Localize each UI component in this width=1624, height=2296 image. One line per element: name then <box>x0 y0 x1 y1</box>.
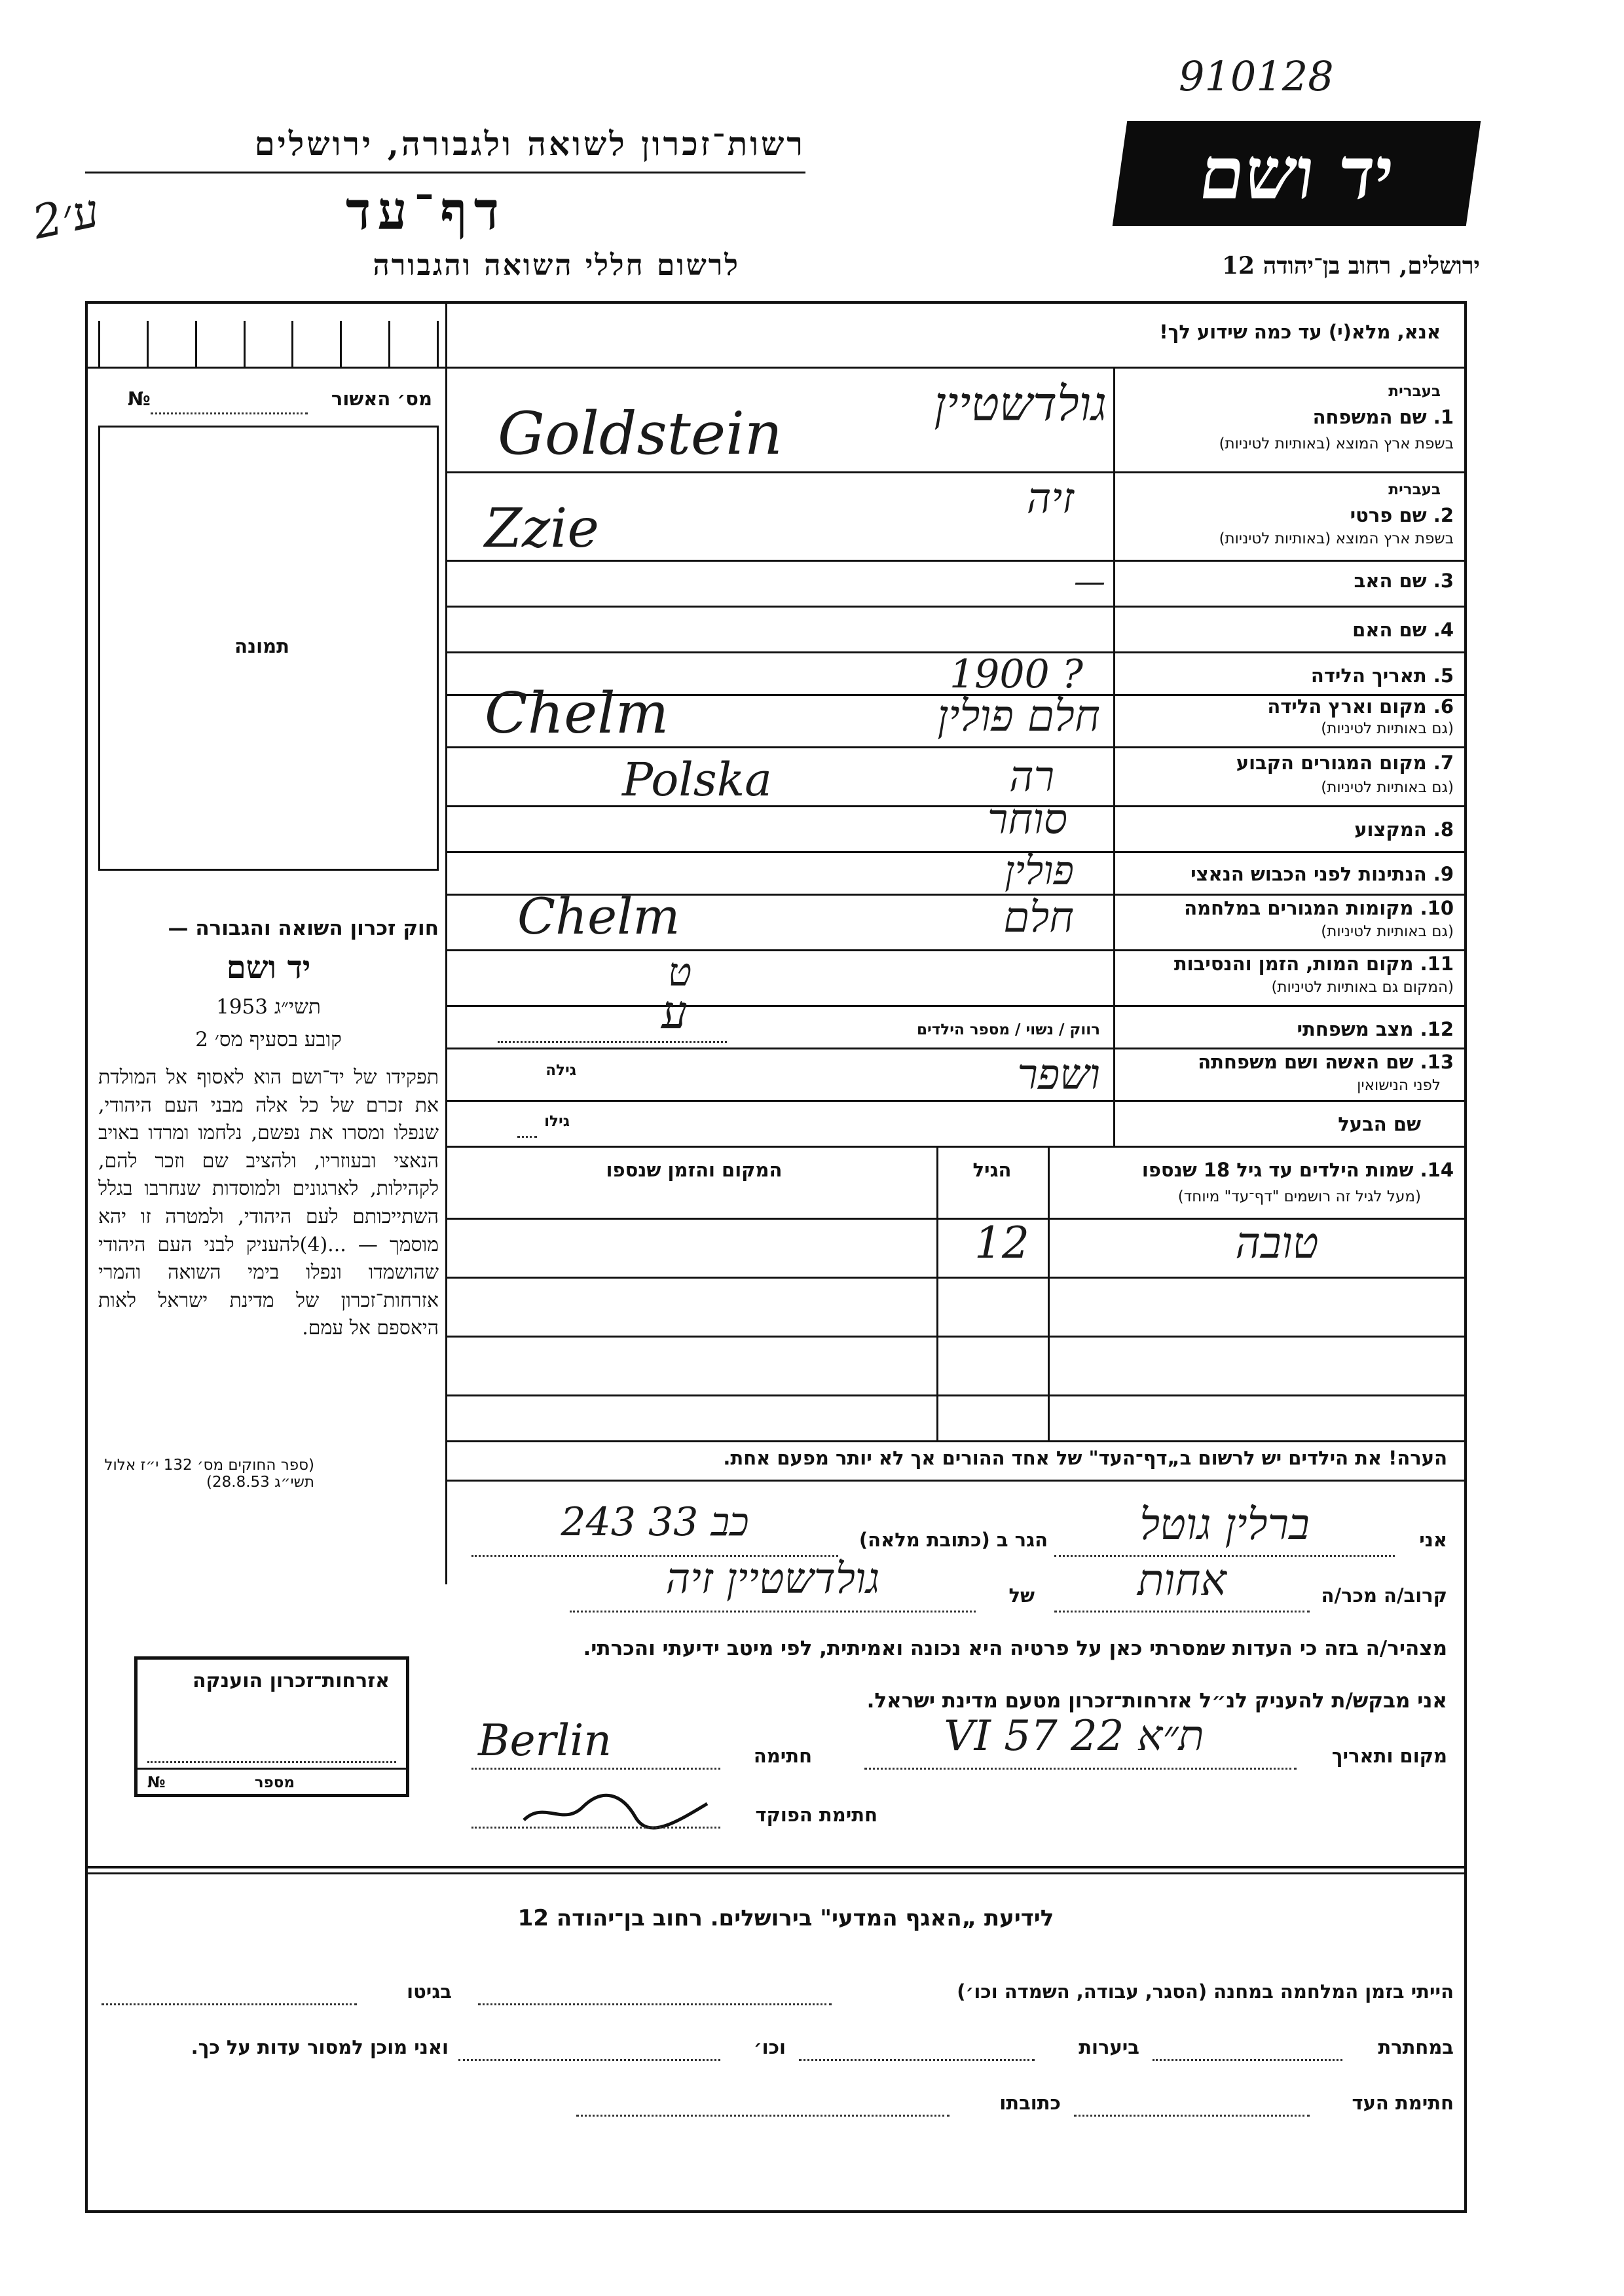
tick-line <box>85 367 445 369</box>
form-subtitle: לרשום חללי השואה והגבורה <box>373 249 740 282</box>
citizenship-separator <box>134 1768 409 1770</box>
row-line <box>445 949 1467 951</box>
field-7-label <box>1126 752 1454 774</box>
footer-ghetto-label: בגיטו <box>407 1980 452 2003</box>
tick-boxes <box>98 321 439 367</box>
field-12-status-options: רווק / נשוי / מספר הילדים <box>917 1021 1100 1038</box>
field-8-value[interactable]: סוחר <box>987 795 1067 844</box>
approval-number-field[interactable] <box>151 412 308 414</box>
field-9-value[interactable]: פולין <box>1005 848 1074 894</box>
field-6-value-latin[interactable]: Chelm <box>485 681 669 746</box>
form-title: דף־עד <box>345 180 506 242</box>
field-10-num: 10. <box>1420 897 1454 919</box>
row-line <box>445 746 1467 748</box>
field-12-num: 12. <box>1420 1018 1454 1040</box>
row-line <box>445 1146 1467 1148</box>
fields-divider <box>1113 367 1115 1146</box>
footer-title: לידיעת „האגף המדעי" בירושלים. רחוב בן־יהודה 12 <box>517 1905 1054 1931</box>
field-13-num: 13. <box>1420 1051 1454 1073</box>
law-name: יד ושם <box>226 949 311 986</box>
yad-vashem-logo <box>1113 121 1481 226</box>
field-7-name: מקום המגורים הקבוע <box>1236 752 1427 774</box>
field-7-sub: (גם באותיות לטיניות) <box>1321 779 1454 796</box>
field-8-num: 8. <box>1433 818 1454 841</box>
file-number: 910128 <box>1179 52 1334 100</box>
footer-willing-text: ואני מוכן למסור עדות על כך. <box>191 2036 449 2058</box>
field-1-label <box>1126 406 1454 429</box>
signature-line <box>471 1768 720 1770</box>
field-13-label <box>1126 1051 1454 1074</box>
field-8-name: המקצוע <box>1354 818 1427 841</box>
children-row-rule <box>445 1394 1467 1396</box>
field-2-value-hebrew[interactable]: זיה <box>1026 475 1074 523</box>
field-9-name: הנתינות לפני הכבוש הנאצי <box>1190 863 1427 885</box>
declaration-residing: הגר ב (כתובת מלאה) <box>858 1529 1048 1551</box>
footer-camp-text: הייתי בזמן המלחמה במחנה (הסגר, עבודה, השמדה וכו׳) <box>957 1980 1454 2003</box>
footer-witness-signature-field[interactable] <box>1074 2115 1310 2117</box>
officer-signature-label: חתימת הפוקד <box>755 1804 877 1826</box>
margin-note: ע׳2 <box>28 183 103 250</box>
citizenship-number-sign: № <box>147 1774 166 1791</box>
field-13-value[interactable]: ושפר <box>1017 1051 1100 1099</box>
field-13-sub: לפני הנישואין <box>1357 1077 1441 1094</box>
declaration-relative: קרוב/ה מכר/ה <box>1321 1584 1447 1607</box>
declaration-ani: אני <box>1419 1529 1447 1551</box>
field-1-value-latin[interactable]: Goldstein <box>498 399 783 468</box>
footer-etc-label: וכו׳ <box>753 2036 786 2058</box>
field-4-name: שם האם <box>1352 619 1427 641</box>
children-row-rule <box>445 1277 1467 1279</box>
note-text: הערה! את הילדים יש לרשום ב„דף־העד" של אחד ההורים אך לא יותר מפעם אחת. <box>723 1447 1447 1469</box>
footer-ghetto-field[interactable] <box>101 2003 357 2005</box>
field-6-name: מקום וארץ הלידה <box>1267 695 1427 718</box>
row-line <box>445 560 1467 562</box>
row-line <box>445 1100 1467 1102</box>
victim-name-line <box>570 1611 976 1613</box>
field-6-value-hebrew[interactable]: חלם פולין <box>937 691 1100 741</box>
row-line <box>445 1005 1467 1007</box>
declarant-address[interactable]: 243 כב 33 <box>561 1499 749 1545</box>
place-date-label: מקום ותאריך <box>1331 1745 1447 1767</box>
law-title: חוק זכרון השואה והגבורה — <box>168 917 439 940</box>
declaration-statement: מצהיר/ה בזה כי העדות שמסרתי כאן על פרטיה היא נכונה ואמיתית, לפי מיטב ידיעתי והכרתי. <box>583 1637 1447 1660</box>
field-5-value[interactable]: 1900 ? <box>950 651 1083 697</box>
children-sub: (מעל לגיל זה רושמים "דף־עד" מיוחד) <box>1177 1188 1421 1205</box>
field-3-value[interactable]: — <box>1074 563 1105 600</box>
husband-age-label: גילו <box>544 1113 570 1130</box>
field-10-label <box>1126 897 1454 920</box>
field-5-name: תאריך הלידה <box>1310 665 1427 687</box>
field-11-name: מקום המות, הזמן והנסיבות <box>1173 953 1414 975</box>
relation-value[interactable]: אחות <box>1137 1555 1227 1605</box>
field-1-num: 1. <box>1433 406 1454 428</box>
field-10-name: מקומות המגורים במלחמה <box>1184 897 1414 919</box>
field-9-label <box>1126 863 1454 886</box>
field-10-sub: (גם באותיות לטיניות) <box>1321 923 1454 940</box>
field-7-value-latin[interactable]: Polska <box>622 753 772 807</box>
declaration-request: אני מבקש/ת להעניק לנ״ל אזרחות־זכרון מטעם מדינת ישראל. <box>866 1689 1447 1713</box>
field-6-num: 6. <box>1433 695 1454 718</box>
photo-label: תמונה <box>234 635 289 657</box>
field-1-value-hebrew[interactable]: גולדשטיין <box>934 376 1107 431</box>
field-6-sub: (גם באותיות לטיניות) <box>1321 720 1454 737</box>
left-column-divider <box>445 301 447 1584</box>
row-line <box>445 606 1467 608</box>
field-2-sub: בשפת ארץ המוצא (באותיות לטיניות) <box>1219 530 1454 547</box>
intro-rule <box>445 367 1467 369</box>
field-12-children-count[interactable] <box>498 1041 727 1043</box>
field-11-value[interactable]: ט <box>668 949 692 995</box>
citizenship-line <box>147 1761 396 1763</box>
law-clause: קובע בסעיף מס׳ 2 <box>195 1028 342 1051</box>
field-7-value-hebrew[interactable]: רה <box>1009 753 1054 801</box>
declaration-of: של <box>1008 1584 1035 1607</box>
field-5-label <box>1126 665 1454 687</box>
field-2-value-latin[interactable]: Zzie <box>485 498 599 560</box>
field-6-label <box>1126 695 1454 718</box>
field-7-num: 7. <box>1433 752 1454 774</box>
field-2-hebrew-tag: בעברית <box>1388 481 1441 498</box>
field-10-value-hebrew[interactable]: חלם <box>1003 894 1074 942</box>
citizenship-number-label: מספר <box>254 1774 295 1791</box>
field-4-num: 4. <box>1433 619 1454 641</box>
field-12-label <box>1126 1018 1454 1041</box>
husband-label: שם הבעל <box>1338 1113 1421 1135</box>
field-11-num: 11. <box>1420 953 1454 975</box>
footer-separator <box>85 1866 1467 1868</box>
note-rule <box>445 1480 1467 1482</box>
law-text: תפקידו של יד־ושם הוא לאסוף אל המולדת את זכרם של כל אלה מבני העם היהודי, שנפלו ומסרו את נפשם, נלחמו ומרדו באויב הנאצי ובעוזריו, ולהציב שם וזכר להם, לקהילות, לארגונים ולמוסדות שנחרבו בגלל השתייכותם לעם היהודי, ולמטרה זו יהא מוסמך — ...(4)להעניק לבני העם היהודי שהושמדו ונפלו בימי השואה והמרי אזרחות־זכרון של מדינת ישראל לאות היאספם אל עמם. <box>98 1066 439 1340</box>
victim-name[interactable]: גולדשטיין זיה <box>665 1555 880 1603</box>
relation-line <box>1054 1611 1310 1613</box>
field-5-num: 5. <box>1433 665 1454 687</box>
field-2-num: 2. <box>1433 504 1454 526</box>
number-sign: № <box>128 388 151 410</box>
children-age-header: הגיל <box>972 1159 1012 1181</box>
field-4-label <box>1126 619 1454 642</box>
declarant-signature[interactable]: Berlin <box>478 1715 612 1766</box>
children-row-rule <box>445 1440 1467 1442</box>
footer-address-label: כתובתו <box>999 2092 1061 2114</box>
children-row-rule <box>445 1336 1467 1338</box>
field-3-label <box>1126 570 1454 592</box>
footer-underground-field[interactable] <box>1153 2059 1342 2061</box>
field-1-name: שם המשפחה <box>1312 406 1427 428</box>
field-3-num: 3. <box>1433 570 1454 592</box>
field-11-sub: (המקום גם באותיות לטיניות) <box>1271 979 1454 996</box>
address: ירושלים, רחוב בן־יהודה 12 <box>1221 252 1480 280</box>
field-8-label <box>1126 818 1454 841</box>
field-1-hebrew-tag: בעברית <box>1388 383 1441 400</box>
row-line <box>445 1048 1467 1049</box>
footer-witness-signature-label: חתימת העד <box>1352 2092 1454 2114</box>
approval-number-label: מס׳ האשור <box>331 388 432 410</box>
signature-label: חתימה <box>753 1745 812 1767</box>
authority-title: רשות־זכרון לשואה ולגבורה, ירושלים <box>254 124 805 163</box>
footer-etc-field[interactable] <box>458 2059 720 2061</box>
child-1-age[interactable]: 12 <box>974 1218 1029 1268</box>
footer-address-field[interactable] <box>576 2115 950 2117</box>
field-1-sub: בשפת ארץ המוצא (באותיות לטיניות) <box>1219 435 1454 452</box>
field-11-label <box>1126 953 1454 975</box>
husband-age-field[interactable] <box>517 1136 537 1138</box>
field-2-label <box>1126 504 1454 527</box>
intro-text: אנא, מלא(י) עד כמה שידוע לך! <box>1159 321 1441 343</box>
field-13-name: שם האשה ושם משפחתה <box>1198 1051 1414 1073</box>
logo-text: יד ושם <box>1194 131 1399 215</box>
children-label: 14. שמות הילדים עד גיל 18 שנספו <box>1141 1159 1454 1181</box>
children-place-header: המקום והזמן שנספו <box>606 1159 783 1181</box>
footer-camp-field[interactable] <box>478 2003 832 2005</box>
field-2-name: שם פרטי <box>1350 504 1427 526</box>
place-date-line <box>864 1768 1297 1770</box>
officer-signature-line <box>471 1827 720 1829</box>
place-date-value[interactable]: ת״א 22 VI 57 <box>944 1712 1204 1760</box>
wife-age-label: גילה <box>545 1062 576 1079</box>
field-3-name: שם האב <box>1354 570 1427 592</box>
field-12-value[interactable]: ע <box>661 985 688 1039</box>
citizenship-title: אזרחות־זכרון הוענקה <box>192 1669 390 1692</box>
law-year: תשי״ג 1953 <box>216 995 321 1019</box>
footer-underground-label: במחתרת <box>1378 2036 1454 2058</box>
row-line <box>445 471 1467 473</box>
child-1-name[interactable]: טובה <box>1235 1218 1319 1268</box>
law-reference: (ספר החוקים מס׳ 132 י״ז אלול תשי״ג 28.8.53) <box>104 1457 314 1491</box>
footer-separator-2 <box>85 1872 1467 1874</box>
header-rule <box>85 172 805 173</box>
field-10-value-latin[interactable]: Chelm <box>517 887 680 945</box>
declarant-name[interactable]: ברלין גוטל <box>1139 1499 1310 1550</box>
footer-forests-field[interactable] <box>799 2059 1035 2061</box>
field-9-num: 9. <box>1433 863 1454 885</box>
field-12-name: מצב משפחתי <box>1297 1018 1414 1040</box>
footer-forests-label: ביערות <box>1079 2036 1139 2058</box>
